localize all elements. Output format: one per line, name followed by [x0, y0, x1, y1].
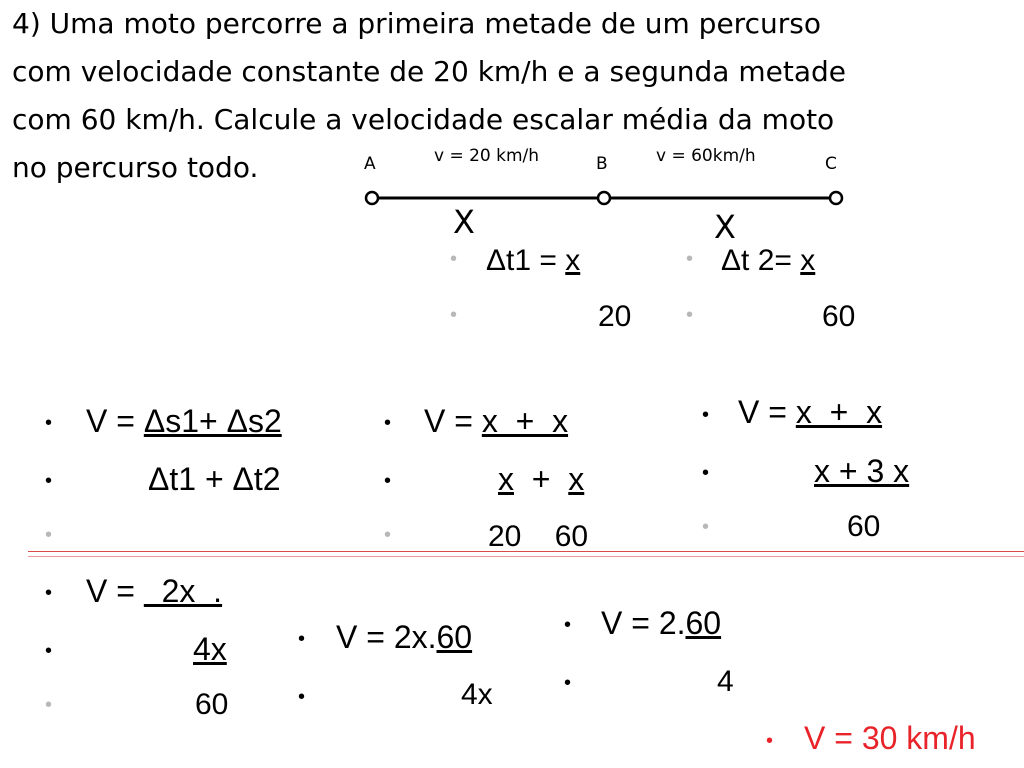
dt1-denominator: 20	[598, 300, 632, 333]
problem-line-2: com velocidade constante de 20 km/h e a segunda metade	[12, 55, 846, 88]
point-c-marker	[830, 192, 842, 204]
bullet: •	[45, 524, 53, 546]
dt2-label: Δt 2=	[721, 244, 801, 277]
eq2-den-plus: +	[514, 461, 569, 497]
eq1-prefix: V =	[86, 403, 144, 439]
segment-2-distance: X	[714, 208, 736, 246]
dt2-expression	[721, 244, 815, 278]
bullet: •	[45, 412, 53, 434]
dt2-numerator: x	[800, 244, 816, 277]
bullet: •	[766, 730, 774, 752]
bullet: •	[686, 248, 694, 270]
dt1-label: Δt1 =	[486, 244, 566, 277]
eq1-denominator: Δt1 + Δt2	[148, 461, 281, 497]
bullet: •	[702, 404, 710, 426]
eq3-denominator: x + 3 x	[814, 453, 910, 489]
point-b-marker	[598, 192, 610, 204]
bullet: •	[298, 686, 306, 708]
result-text: V = 30 km/h	[804, 720, 976, 756]
eq5-numerator: 60	[436, 619, 473, 655]
bullet: •	[45, 640, 53, 662]
bullet: •	[45, 694, 53, 716]
bullet: •	[702, 462, 710, 484]
eq1-numerator: Δs1+ Δs2	[143, 403, 282, 439]
separator-line	[28, 551, 1024, 552]
eq1-line	[86, 403, 282, 440]
path-line-svg	[350, 180, 860, 220]
bullet: •	[564, 672, 572, 694]
eq2-denominator	[498, 461, 584, 498]
bullet: •	[298, 628, 306, 650]
dt1-expression	[486, 244, 580, 278]
eq2-line	[424, 403, 568, 440]
point-c-label: C	[825, 154, 837, 174]
eq2-den-b: x	[568, 461, 585, 497]
bullet: •	[45, 582, 53, 604]
bullet: •	[384, 470, 392, 492]
separator-line-shadow	[28, 556, 1024, 557]
eq4-line	[86, 573, 222, 610]
point-b-label: B	[596, 154, 608, 174]
bullet: •	[384, 412, 392, 434]
eq6-denominator: 4	[717, 665, 734, 698]
bullet: •	[702, 516, 710, 538]
eq5-line	[336, 619, 472, 656]
bullet: •	[450, 304, 458, 326]
bullet: •	[686, 304, 694, 326]
eq2-numerator: x + x	[481, 403, 569, 439]
point-a-marker	[366, 192, 378, 204]
eq6-prefix: V = 2.	[601, 605, 686, 641]
point-a-label: A	[364, 154, 376, 174]
problem-line-3: com 60 km/h. Calcule a velocidade escalar média da moto	[12, 103, 835, 136]
eq4-denominator-2: 60	[195, 688, 229, 721]
segment-2-speed: v = 60km/h	[656, 146, 756, 166]
eq3-line	[738, 394, 882, 431]
eq3-numerator: x + x	[795, 394, 883, 430]
eq5-prefix: V = 2x.	[336, 619, 437, 655]
bullet: •	[564, 614, 572, 636]
eq4-prefix: V =	[86, 573, 144, 609]
eq2-prefix: V =	[424, 403, 482, 439]
eq4-denominator: 4x	[193, 631, 227, 667]
problem-line-4: no percurso todo.	[12, 151, 259, 184]
eq2-den-nums: 20 60	[488, 520, 589, 553]
eq5-denominator: 4x	[461, 678, 493, 711]
segment-1-speed: v = 20 km/h	[434, 146, 540, 166]
eq3-denominator-2: 60	[847, 510, 881, 543]
eq6-line	[601, 605, 721, 642]
problem-line-1: 4) Uma moto percorre a primeira metade de um percurso	[12, 7, 821, 40]
dt2-denominator: 60	[822, 300, 856, 333]
eq2-den-a: x	[498, 461, 514, 497]
eq4-numerator: 2x .	[143, 573, 223, 609]
eq3-prefix: V =	[738, 394, 796, 430]
segment-1-distance: X	[453, 203, 475, 241]
bullet: •	[384, 524, 392, 546]
bullet: •	[450, 248, 458, 270]
eq6-numerator: 60	[685, 605, 722, 641]
bullet: •	[45, 470, 53, 492]
dt1-numerator: x	[565, 244, 581, 277]
